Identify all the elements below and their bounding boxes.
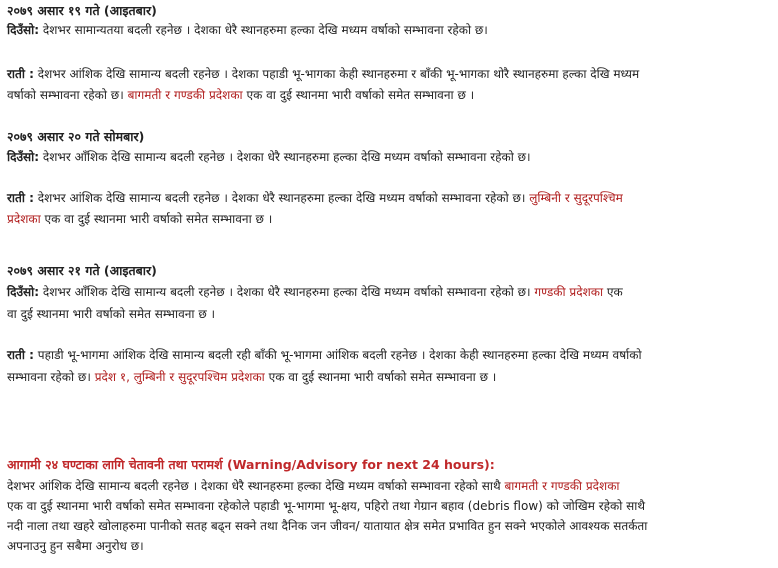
day3-daytime-tail: एक — [603, 285, 623, 299]
day1-night-line-1 — [7, 66, 639, 82]
day3-highlight-provinces: प्रदेश १, लुम्बिनी र सुदूरपश्चिम प्रदेशका — [94, 370, 265, 384]
daytime-label: दिउँसो: — [7, 285, 40, 299]
day1-heading: २०७९ असार १९ गते (आइतबार) — [7, 3, 157, 18]
day2-heading: २०७९ असार २० गते सोमबार) — [7, 129, 145, 144]
day1-night-text-2: वर्षाको सम्भावना रहेको छ। — [7, 88, 128, 102]
day1-daytime-text: देशभर सामान्यतया बदली रहनेछ । देशका धेरै स्थानहरुमा हल्का देखि मध्यम वर्षाको सम्भावना रहेको छ। — [39, 23, 488, 37]
advisory-line-2: एक वा दुई स्थानमा भारी वर्षाको समेत सम्भावना रहेकोले पहाडी भू-भागमा भू-क्षय, पहिरो तथा गेग्रान बहाव (debris flow) को जोखिम रहेको साथै — [7, 499, 646, 513]
daytime-label: दिउँसो: — [7, 23, 40, 37]
advisory-text-1: देशभर आंशिक देखि सामान्य बदली रहनेछ । देशका धेरै स्थानहरुमा हल्का देखि मध्यम वर्षाको सम्भावना रहेको साथै — [7, 479, 505, 493]
night-label: राती : — [7, 191, 34, 205]
night-label: राती : — [7, 67, 34, 81]
day3-daytime-line-1 — [7, 284, 623, 300]
day3-daytime-line-2: वा दुई स्थानमा भारी वर्षाको समेत सम्भावना छ । — [7, 307, 216, 321]
daytime-label: दिउँसो: — [7, 150, 40, 164]
advisory-line-4: अपनाउनु हुन सबैमा अनुरोध छ। — [7, 539, 144, 553]
day3-night-text-3: एक वा दुई स्थानमा भारी वर्षाको समेत सम्भावना छ । — [264, 370, 497, 384]
advisory-heading: आगामी २४ घण्टाका लागि चेतावनी तथा परामर्श (Warning/Advisory for next 24 hours): — [7, 457, 495, 472]
night-label: राती : — [7, 348, 34, 362]
day2-highlight-provinces-2: प्रदेशका — [7, 212, 41, 226]
day2-night-text-2: एक वा दुई स्थानमा भारी वर्षाको समेत सम्भावना छ । — [40, 212, 273, 226]
day1-night-text-3: एक वा दुई स्थानमा भारी वर्षाको समेत सम्भावना छ । — [242, 88, 475, 102]
day2-daytime-text: देशभर आँशिक देखि सामान्य बदली रहनेछ । देशका धेरै स्थानहरुमा हल्का देखि मध्यम वर्षाको सम्भावना रहेको छ। — [39, 150, 531, 164]
advisory-line-1 — [7, 478, 620, 494]
day3-daytime-text-1: देशभर आँशिक देखि सामान्य बदली रहनेछ । देशका धेरै स्थानहरुमा हल्का देखि मध्यम वर्षाको सम्भावना रहेको छ। — [39, 285, 535, 299]
day3-night-line-2 — [7, 369, 496, 385]
day2-highlight-provinces-1: लुम्बिनी र सुदूरपश्चिम — [529, 191, 623, 205]
day2-night-line-2 — [7, 211, 272, 227]
day1-highlight-provinces: बागमती र गण्डकी प्रदेशका — [127, 88, 243, 102]
day3-night-text-1: पहाडी भू-भागमा आंशिक देखि सामान्य बदली रही बाँकी भू-भागमा आंशिक बदली रहनेछ । देशका केही स्थानहरुमा हल्का देखि मध्यम वर्षाको — [33, 348, 642, 362]
day2-daytime-line — [7, 149, 531, 165]
day1-night-line-2 — [7, 87, 474, 103]
day2-night-line-1 — [7, 190, 623, 206]
day3-highlight-province: गण्डकी प्रदेशका — [534, 285, 604, 299]
day1-daytime-line — [7, 22, 488, 38]
day3-night-line-1 — [7, 347, 642, 363]
day3-night-text-2: सम्भावना रहेको छ। — [7, 370, 95, 384]
day3-heading: २०७९ असार २१ गते (आइतबार) — [7, 263, 157, 278]
day1-night-text-1: देशभर आंशिक देखि सामान्य बदली रहनेछ । देशका पहाडी भू-भागका केही स्थानहरुमा र बाँकी भू-भागका थोरै स्थानहरुमा हल्का देखि मध्यम — [33, 67, 640, 81]
advisory-line-3: नदी नाला तथा खहरे खोलाहरुमा पानीको सतह बढ्न सक्ने तथा दैनिक जन जीवन/ यातायात क्षेत्र समेत प्रभावित हुन सक्ने भएकोले आवश्यक सतर्कता — [7, 519, 648, 533]
advisory-highlight-provinces: बागमती र गण्डकी प्रदेशका — [504, 479, 620, 493]
day2-night-text-1: देशभर आंशिक देखि सामान्य बदली रहनेछ । देशका धेरै स्थानहरुमा हल्का देखि मध्यम वर्षाको सम्भावना रहेको छ। — [33, 191, 530, 205]
